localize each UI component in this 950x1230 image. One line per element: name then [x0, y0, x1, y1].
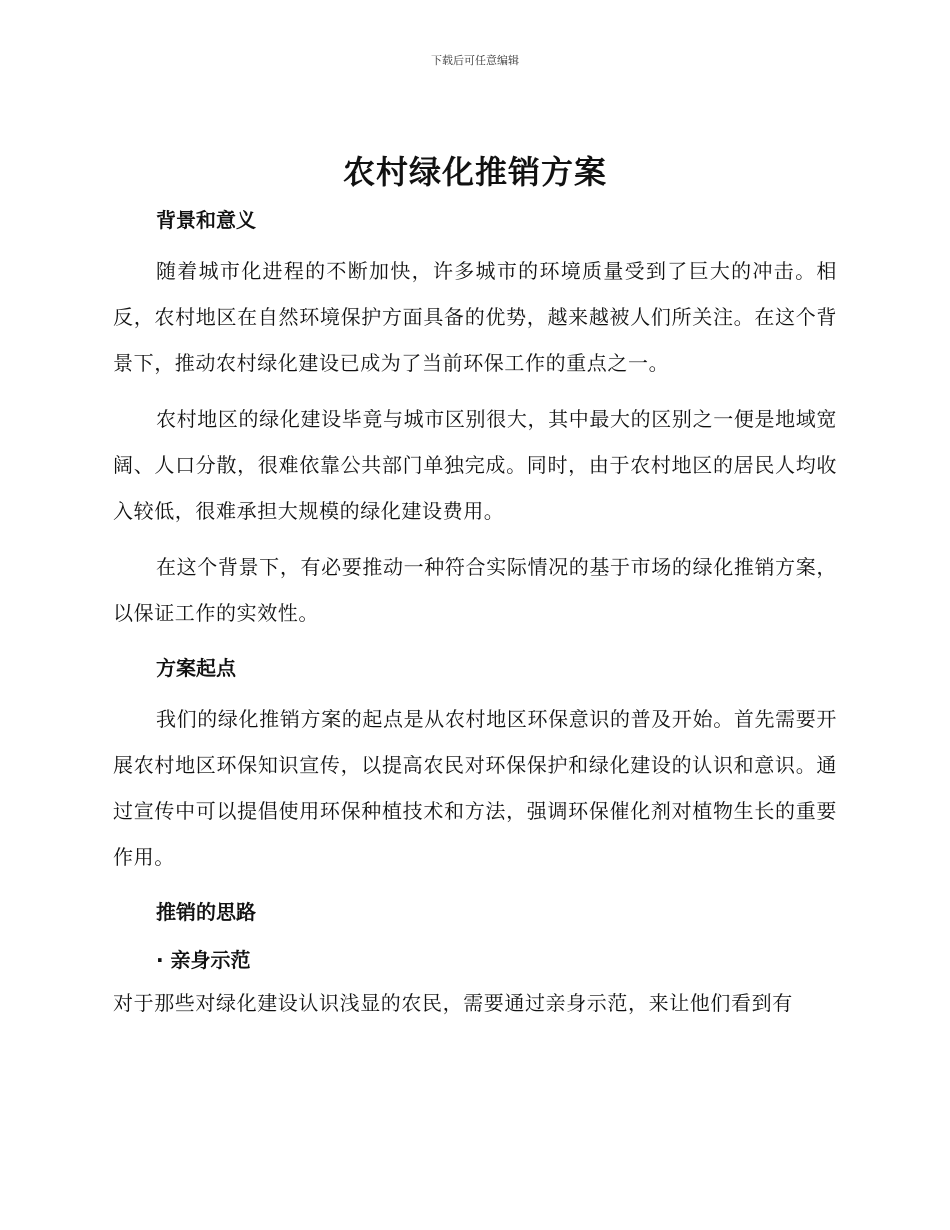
document-body	[113, 200, 837, 1036]
section-heading-ideas: 推销的思路	[156, 900, 256, 924]
paragraph: 随着城市化进程的不断加快，许多城市的环境质量受到了巨大的冲击。相反，农村地区在自然环境保护方面具备的优势，越来越被人们所关注。在这个背景下，推动农村绿化建设已成为了当前环保工作的重点之一。	[113, 259, 837, 375]
paragraph: 农村地区的绿化建设毕竟与城市区别很大，其中最大的区别之一便是地域宽阔、人口分散，很难依靠公共部门单独完成。同时，由于农村地区的居民人均收入较低，很难承担大规模的绿化建设费用。	[113, 407, 837, 523]
sub-heading-demonstration: · 亲身示范	[156, 948, 251, 972]
paragraph: 我们的绿化推销方案的起点是从农村地区环保意识的普及开始。首先需要开展农村地区环保知识宣传，以提高农民对环保保护和绿化建设的认识和意识。通过宣传中可以提倡使用环保种植技术和方法，强调环保催化剂对植物生长的重要作用。	[113, 707, 837, 869]
paragraph: 对于那些对绿化建设认识浅显的农民，需要通过亲身示范，来让他们看到有	[113, 991, 793, 1015]
section-heading-starting-point: 方案起点	[156, 656, 236, 680]
header-note: 下载后可任意编辑	[431, 54, 519, 67]
document-title: 农村绿化推销方案	[342, 153, 607, 191]
paragraph: 在这个背景下，有必要推动一种符合实际情况的基于市场的绿化推销方案，以保证工作的实效性。	[113, 555, 837, 625]
section-heading-background: 背景和意义	[156, 208, 256, 232]
